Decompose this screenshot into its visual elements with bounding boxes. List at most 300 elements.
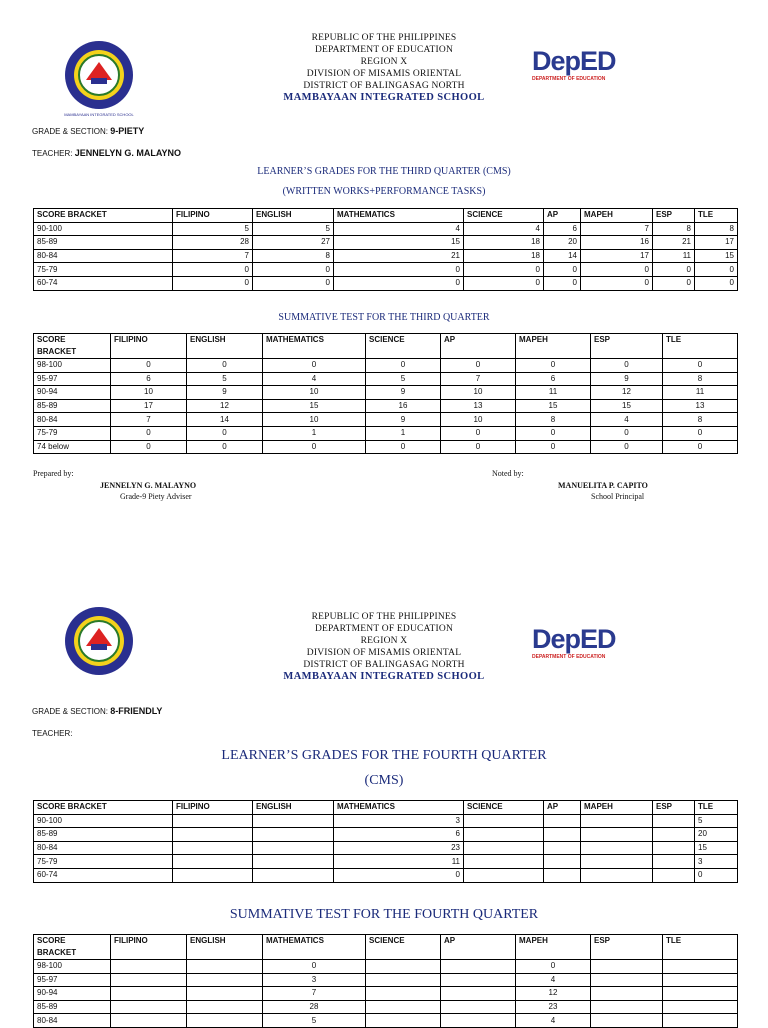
header-cell: SCORE BRACKET [34,334,111,359]
score-cell: 15 [695,841,738,855]
score-cell: 28 [263,1000,366,1014]
grade-value: 8-FRIENDLY [110,706,163,716]
score-cell: 12 [187,399,263,413]
score-cell: 6 [334,828,464,842]
deped-wordmark: DepED [532,624,616,654]
score-cell: 0 [334,868,464,882]
score-cell: 13 [663,399,738,413]
table-header-row [34,334,738,359]
grade-label: GRADE & SECTION: [32,707,109,716]
score-cell: 15 [516,399,591,413]
score-cell: 21 [653,236,695,250]
score-cell: 6 [544,222,581,236]
score-cell: 5 [263,1014,366,1028]
score-cell: 0 [263,440,366,454]
score-bracket-cell: 80-84 [34,413,111,427]
score-cell: 0 [366,359,441,373]
score-cell [581,841,653,855]
table4-title: SUMMATIVE TEST FOR THE FOURTH QUARTER [229,907,539,922]
score-cell: 28 [173,236,253,250]
score-cell [253,868,334,882]
header-cell: FILIPINO [173,801,253,815]
score-cell [653,828,695,842]
table-header-row [34,935,738,960]
score-cell: 0 [441,359,516,373]
score-cell: 0 [366,440,441,454]
score-cell: 9 [187,386,263,400]
score-cell: 0 [591,440,663,454]
score-bracket-cell: 85-89 [34,399,111,413]
score-cell: 0 [516,960,591,974]
score-cell: 5 [173,222,253,236]
score-cell: 0 [173,263,253,277]
table3-title: LEARNER’S GRADES FOR THE FOURTH QUARTER [221,748,547,763]
score-cell: 1 [263,426,366,440]
header-cell: ENGLISH [253,801,334,815]
school-name: MAMBAYAAN INTEGRATED SCHOOL [283,92,485,103]
score-cell [173,828,253,842]
score-cell [591,987,663,1001]
score-cell [581,868,653,882]
header-cell: MATHEMATICS [263,334,366,359]
grade-label: GRADE & SECTION: [32,127,109,136]
score-cell: 4 [516,973,591,987]
score-cell: 23 [516,1000,591,1014]
table-row [34,426,738,440]
score-cell: 15 [695,249,738,263]
score-cell: 0 [695,263,738,277]
score-cell: 0 [516,440,591,454]
score-cell [187,987,263,1001]
score-cell: 10 [263,386,366,400]
score-cell: 17 [695,236,738,250]
score-cell: 12 [516,987,591,1001]
score-cell [464,814,544,828]
header-cell: FILIPINO [111,935,187,960]
noter-role: School Principal [591,492,645,501]
score-cell: 0 [187,426,263,440]
score-cell [544,828,581,842]
table3-subtitle: (CMS) [364,773,404,788]
header-cell: ENGLISH [187,334,263,359]
score-bracket-cell: 80-84 [34,1014,111,1028]
score-cell: 0 [464,263,544,277]
header-cell: MATHEMATICS [263,935,366,960]
score-cell: 13 [441,399,516,413]
header-cell: SCIENCE [366,334,441,359]
header-cell: AP [544,209,581,223]
score-cell: 10 [441,413,516,427]
header-cell: TLE [663,935,738,960]
score-cell: 18 [464,249,544,263]
deped-subtitle: DEPARTMENT OF EDUCATION [532,76,606,82]
score-cell: 0 [187,440,263,454]
score-cell: 4 [263,372,366,386]
deped-logo [532,624,622,674]
table-row [34,1000,738,1014]
score-cell: 9 [591,372,663,386]
score-cell: 14 [544,249,581,263]
score-cell: 0 [263,960,366,974]
fourth-quarter-grades-table [33,800,738,883]
score-cell: 10 [263,413,366,427]
header-line: DIVISION OF MISAMIS ORIENTAL [306,69,462,79]
score-cell: 7 [441,372,516,386]
score-cell: 0 [653,263,695,277]
header-cell: SCORE BRACKET [34,801,173,815]
header-cell: AP [441,935,516,960]
grade-section [32,126,144,136]
header-cell: FILIPINO [111,334,187,359]
teacher-label: TEACHER: [32,149,73,158]
score-cell: 9 [366,413,441,427]
score-cell: 0 [581,276,653,290]
score-cell [591,973,663,987]
score-cell [187,1014,263,1028]
score-cell [366,960,441,974]
score-cell: 3 [263,973,366,987]
header-line: DISTRICT OF BALINGASAG NORTH [303,81,465,91]
table-row [34,440,738,454]
score-cell [581,814,653,828]
preparer-role: Grade-9 Piety Adviser [120,492,192,501]
score-cell [544,855,581,869]
score-cell: 3 [695,855,738,869]
score-bracket-cell: 80-84 [34,249,173,263]
table1-title: LEARNER’S GRADES FOR THE THIRD QUARTER (CMS) [257,166,511,177]
score-cell: 7 [581,222,653,236]
score-cell [253,828,334,842]
prepared-by-label: Prepared by: [33,469,74,478]
letterhead [0,611,768,683]
score-cell: 15 [591,399,663,413]
score-cell: 0 [173,276,253,290]
score-cell [663,973,738,987]
grade-section [32,706,162,716]
score-cell [653,868,695,882]
score-cell [464,868,544,882]
score-cell [187,1000,263,1014]
score-cell: 0 [695,868,738,882]
score-cell: 0 [695,276,738,290]
third-quarter-summative-table [33,333,738,454]
preparer-name: JENNELYN G. MALAYNO [100,481,197,490]
score-cell [591,1014,663,1028]
score-cell: 16 [581,236,653,250]
score-cell: 0 [253,276,334,290]
score-cell: 7 [173,249,253,263]
table1-subtitle: (WRITTEN WORKS+PERFORMANCE TASKS) [282,186,486,197]
score-cell [464,841,544,855]
score-cell [366,973,441,987]
table-row [34,960,738,974]
table-row [34,1014,738,1028]
score-cell: 4 [591,413,663,427]
score-bracket-cell: 60-74 [34,276,173,290]
score-cell [366,1000,441,1014]
score-cell: 0 [187,359,263,373]
header-cell: MAPEH [581,801,653,815]
third-quarter-grades-table [33,208,738,291]
score-cell: 3 [334,814,464,828]
score-cell: 8 [695,222,738,236]
table-header-row [34,209,738,223]
score-cell: 0 [334,263,464,277]
score-bracket-cell: 90-94 [34,987,111,1001]
header-line: REGION X [360,636,408,646]
teacher [32,148,181,158]
header-line: DEPARTMENT OF EDUCATION [314,45,454,55]
table-row [34,413,738,427]
score-cell: 18 [464,236,544,250]
score-cell: 0 [591,359,663,373]
score-cell [441,1000,516,1014]
fourth-quarter-summative-table [33,934,738,1028]
score-cell: 0 [663,426,738,440]
score-cell: 0 [663,440,738,454]
score-cell [441,973,516,987]
score-cell [253,841,334,855]
table-row [34,868,738,882]
score-bracket-cell: 85-89 [34,828,173,842]
score-bracket-cell: 74 below [34,440,111,454]
score-bracket-cell: 75-79 [34,263,173,277]
seal-caption: MAMBAYAAN INTEGRATED SCHOOL [64,112,134,117]
header-cell: ESP [591,935,663,960]
score-cell [464,828,544,842]
score-cell: 4 [464,222,544,236]
table-row [34,855,738,869]
header-cell: TLE [663,334,738,359]
table-row [34,399,738,413]
score-cell [441,1014,516,1028]
score-cell [111,973,187,987]
header-cell: SCORE BRACKET [34,209,173,223]
noter-name: MANUELITA P. CAPITO [558,481,648,490]
score-cell: 11 [653,249,695,263]
teacher [32,729,72,738]
table-row [34,828,738,842]
score-cell [441,987,516,1001]
score-cell: 0 [591,426,663,440]
header-cell: TLE [695,209,738,223]
header-cell: AP [544,801,581,815]
letterhead [0,32,768,104]
score-cell: 17 [111,399,187,413]
score-cell: 8 [663,413,738,427]
score-bracket-cell: 98-100 [34,359,111,373]
header-line: DIVISION OF MISAMIS ORIENTAL [306,648,462,658]
score-cell [173,841,253,855]
score-cell [187,960,263,974]
score-cell [544,868,581,882]
score-cell: 21 [334,249,464,263]
score-cell: 0 [663,359,738,373]
table-row [34,372,738,386]
score-bracket-cell: 98-100 [34,960,111,974]
score-cell: 20 [544,236,581,250]
score-cell [581,855,653,869]
score-cell: 27 [253,236,334,250]
score-cell: 0 [111,426,187,440]
score-cell: 17 [581,249,653,263]
header-line: REPUBLIC OF THE PHILIPPINES [311,612,457,622]
score-cell [253,814,334,828]
table-header-row [34,801,738,815]
header-cell: FILIPINO [173,209,253,223]
score-cell: 0 [111,359,187,373]
header-line: REPUBLIC OF THE PHILIPPINES [311,33,457,43]
score-cell: 1 [366,426,441,440]
score-cell: 8 [663,372,738,386]
score-cell: 0 [441,426,516,440]
table-row [34,987,738,1001]
noted-by-label: Noted by: [492,469,524,478]
table-row [34,276,738,290]
score-cell: 5 [695,814,738,828]
score-cell [173,868,253,882]
score-cell: 11 [663,386,738,400]
deped-subtitle: DEPARTMENT OF EDUCATION [532,654,606,660]
score-cell [173,814,253,828]
deped-logo [532,46,622,96]
score-cell [187,973,263,987]
header-cell: MAPEH [516,935,591,960]
score-cell [544,814,581,828]
header-cell: AP [441,334,516,359]
score-cell [653,841,695,855]
header-cell: ESP [591,334,663,359]
table2-title: SUMMATIVE TEST FOR THE THIRD QUARTER [278,312,490,323]
score-cell [464,855,544,869]
table-row [34,359,738,373]
header-line: REGION X [360,57,408,67]
score-cell: 11 [516,386,591,400]
header-cell: ENGLISH [187,935,263,960]
score-cell: 6 [111,372,187,386]
header-cell: SCIENCE [464,209,544,223]
score-cell: 0 [581,263,653,277]
header-line: DISTRICT OF BALINGASAG NORTH [303,660,465,670]
teacher-label: TEACHER: [32,729,73,738]
header-cell: SCIENCE [464,801,544,815]
header-line: DEPARTMENT OF EDUCATION [314,624,454,634]
score-cell: 23 [334,841,464,855]
score-cell [544,841,581,855]
score-cell: 5 [253,222,334,236]
score-bracket-cell: 90-94 [34,386,111,400]
grade-value: 9-PIETY [110,126,145,136]
score-cell [663,987,738,1001]
score-cell: 15 [334,236,464,250]
score-cell: 11 [334,855,464,869]
table-row [34,973,738,987]
header-cell: ESP [653,209,695,223]
score-cell: 4 [516,1014,591,1028]
table-row [34,263,738,277]
teacher-value: JENNELYN G. MALAYNO [74,148,182,158]
score-cell: 0 [544,263,581,277]
table-row [34,386,738,400]
table-row [34,236,738,250]
score-cell: 0 [111,440,187,454]
deped-wordmark: DepED [532,46,616,76]
score-cell: 16 [366,399,441,413]
header-cell: TLE [695,801,738,815]
score-cell [591,1000,663,1014]
score-bracket-cell: 60-74 [34,868,173,882]
score-cell: 0 [334,276,464,290]
table-row [34,222,738,236]
score-cell [111,987,187,1001]
score-cell: 14 [187,413,263,427]
table-row [34,249,738,263]
score-cell: 9 [366,386,441,400]
header-cell: MAPEH [516,334,591,359]
score-cell [591,960,663,974]
score-cell [111,1014,187,1028]
score-cell: 0 [516,426,591,440]
score-bracket-cell: 90-100 [34,222,173,236]
score-cell: 7 [111,413,187,427]
score-cell: 10 [441,386,516,400]
score-bracket-cell: 95-97 [34,372,111,386]
score-cell [366,987,441,1001]
score-cell [581,828,653,842]
score-cell: 6 [516,372,591,386]
score-cell: 12 [591,386,663,400]
score-cell: 0 [441,440,516,454]
score-cell [663,960,738,974]
score-cell: 20 [695,828,738,842]
header-cell: ENGLISH [253,209,334,223]
header-cell: MATHEMATICS [334,209,464,223]
score-bracket-cell: 80-84 [34,841,173,855]
score-cell [111,960,187,974]
score-cell: 5 [187,372,263,386]
score-cell [441,960,516,974]
score-cell: 0 [516,359,591,373]
score-cell [653,855,695,869]
score-cell [111,1000,187,1014]
score-cell [173,855,253,869]
score-cell: 4 [334,222,464,236]
score-bracket-cell: 90-100 [34,814,173,828]
header-cell: SCORE BRACKET [34,935,111,960]
score-cell: 0 [253,263,334,277]
score-cell: 0 [653,276,695,290]
score-cell: 15 [263,399,366,413]
score-cell: 7 [263,987,366,1001]
score-cell: 8 [516,413,591,427]
school-name: MAMBAYAAN INTEGRATED SCHOOL [283,671,485,682]
score-cell [663,1000,738,1014]
score-cell [253,855,334,869]
header-cell: MATHEMATICS [334,801,464,815]
score-bracket-cell: 75-79 [34,426,111,440]
score-cell: 8 [253,249,334,263]
table-row [34,841,738,855]
score-cell [663,1014,738,1028]
score-cell: 8 [653,222,695,236]
score-bracket-cell: 85-89 [34,1000,111,1014]
score-cell [366,1014,441,1028]
table-row [34,814,738,828]
score-cell: 0 [263,359,366,373]
score-cell: 0 [544,276,581,290]
score-cell: 0 [464,276,544,290]
score-bracket-cell: 85-89 [34,236,173,250]
